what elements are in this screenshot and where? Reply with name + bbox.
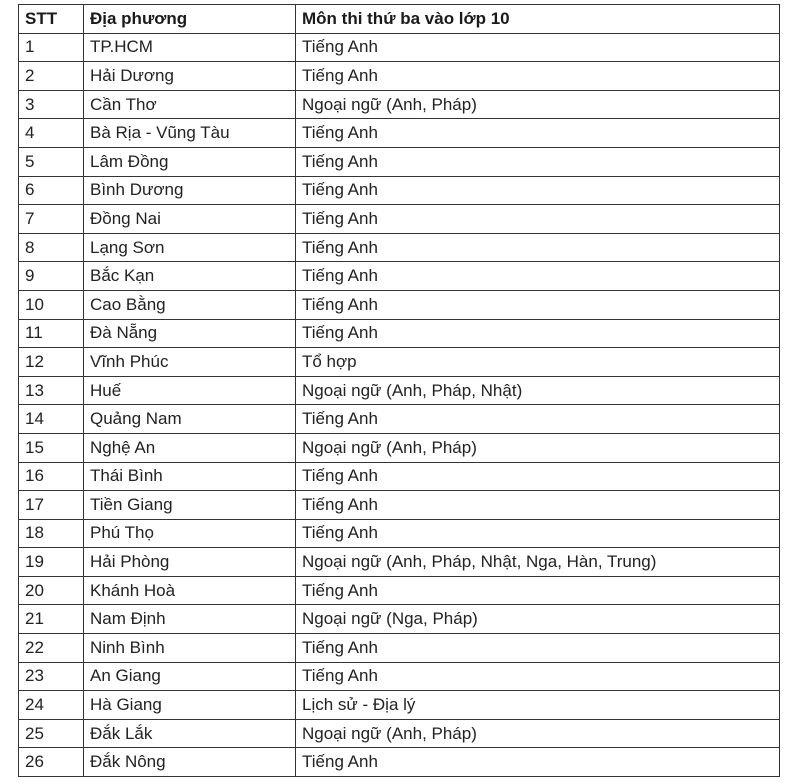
row-subject-cell: Tiếng Anh	[296, 748, 780, 777]
row-province-cell: Cần Thơ	[84, 90, 296, 119]
table-row	[19, 290, 780, 319]
row-subject-cell: Tiếng Anh	[296, 33, 780, 62]
table-row	[19, 548, 780, 577]
row-stt-cell: 24	[19, 691, 84, 720]
row-province-cell: Hải Dương	[84, 62, 296, 91]
row-stt-cell: 23	[19, 662, 84, 691]
row-stt-cell: 2	[19, 62, 84, 91]
row-subject-cell: Ngoại ngữ (Anh, Pháp)	[296, 90, 780, 119]
row-stt-cell: 5	[19, 147, 84, 176]
row-stt-cell: 4	[19, 119, 84, 148]
row-province-cell: Đắk Nông	[84, 748, 296, 777]
row-subject-cell: Tiếng Anh	[296, 233, 780, 262]
table-row	[19, 491, 780, 520]
row-province-cell: TP.HCM	[84, 33, 296, 62]
table-row	[19, 176, 780, 205]
row-province-cell: An Giang	[84, 662, 296, 691]
table-row	[19, 433, 780, 462]
row-subject-cell: Tiếng Anh	[296, 262, 780, 291]
row-province-cell: Huế	[84, 376, 296, 405]
row-province-cell: Cao Bằng	[84, 290, 296, 319]
table-row	[19, 719, 780, 748]
row-subject-cell: Tiếng Anh	[296, 319, 780, 348]
row-stt-cell: 10	[19, 290, 84, 319]
row-province-cell: Lạng Sơn	[84, 233, 296, 262]
row-stt-cell: 18	[19, 519, 84, 548]
table-row	[19, 205, 780, 234]
row-subject-cell: Tiếng Anh	[296, 634, 780, 663]
row-province-cell: Khánh Hoà	[84, 576, 296, 605]
row-subject-cell: Tiếng Anh	[296, 290, 780, 319]
row-stt-cell: 16	[19, 462, 84, 491]
row-subject-cell: Tiếng Anh	[296, 205, 780, 234]
row-subject-cell: Tiếng Anh	[296, 491, 780, 520]
row-stt-cell: 11	[19, 319, 84, 348]
exam-subjects-table-container	[18, 4, 780, 777]
table-row	[19, 748, 780, 777]
table-row	[19, 262, 780, 291]
row-province-cell: Hải Phòng	[84, 548, 296, 577]
row-subject-cell: Tiếng Anh	[296, 119, 780, 148]
header-province: Địa phương	[84, 5, 296, 34]
row-stt-cell: 8	[19, 233, 84, 262]
row-stt-cell: 20	[19, 576, 84, 605]
row-province-cell: Tiền Giang	[84, 491, 296, 520]
row-province-cell: Nam Định	[84, 605, 296, 634]
table-row	[19, 147, 780, 176]
row-stt-cell: 7	[19, 205, 84, 234]
table-row	[19, 33, 780, 62]
row-stt-cell: 22	[19, 634, 84, 663]
table-row	[19, 691, 780, 720]
row-province-cell: Phú Thọ	[84, 519, 296, 548]
exam-subjects-table	[18, 4, 780, 777]
row-province-cell: Thái Bình	[84, 462, 296, 491]
table-row	[19, 576, 780, 605]
header-subject: Môn thi thứ ba vào lớp 10	[296, 5, 780, 34]
row-stt-cell: 21	[19, 605, 84, 634]
row-subject-cell: Tiếng Anh	[296, 662, 780, 691]
row-subject-cell: Tiếng Anh	[296, 519, 780, 548]
table-row	[19, 348, 780, 377]
table-row	[19, 462, 780, 491]
row-stt-cell: 12	[19, 348, 84, 377]
row-subject-cell: Tiếng Anh	[296, 462, 780, 491]
row-subject-cell: Ngoại ngữ (Anh, Pháp, Nhật, Nga, Hàn, Trung)	[296, 548, 780, 577]
row-subject-cell: Ngoại ngữ (Anh, Pháp)	[296, 433, 780, 462]
row-province-cell: Hà Giang	[84, 691, 296, 720]
row-subject-cell: Tổ hợp	[296, 348, 780, 377]
table-header-row	[19, 5, 780, 34]
row-stt-cell: 6	[19, 176, 84, 205]
row-province-cell: Vĩnh Phúc	[84, 348, 296, 377]
row-stt-cell: 14	[19, 405, 84, 434]
table-row	[19, 405, 780, 434]
header-stt: STT	[19, 5, 84, 34]
row-stt-cell: 1	[19, 33, 84, 62]
row-province-cell: Đà Nẵng	[84, 319, 296, 348]
row-stt-cell: 26	[19, 748, 84, 777]
row-subject-cell: Ngoại ngữ (Nga, Pháp)	[296, 605, 780, 634]
row-province-cell: Bà Rịa - Vũng Tàu	[84, 119, 296, 148]
row-subject-cell: Tiếng Anh	[296, 576, 780, 605]
table-row	[19, 519, 780, 548]
row-province-cell: Quảng Nam	[84, 405, 296, 434]
row-province-cell: Ninh Bình	[84, 634, 296, 663]
row-province-cell: Nghệ An	[84, 433, 296, 462]
row-stt-cell: 15	[19, 433, 84, 462]
table-row	[19, 119, 780, 148]
row-stt-cell: 17	[19, 491, 84, 520]
table-body	[19, 33, 780, 776]
row-province-cell: Bắc Kạn	[84, 262, 296, 291]
row-subject-cell: Ngoại ngữ (Anh, Pháp)	[296, 719, 780, 748]
row-province-cell: Lâm Đồng	[84, 147, 296, 176]
table-row	[19, 62, 780, 91]
row-province-cell: Đắk Lắk	[84, 719, 296, 748]
row-stt-cell: 19	[19, 548, 84, 577]
row-subject-cell: Tiếng Anh	[296, 176, 780, 205]
row-province-cell: Bình Dương	[84, 176, 296, 205]
row-subject-cell: Tiếng Anh	[296, 62, 780, 91]
table-row	[19, 605, 780, 634]
table-row	[19, 319, 780, 348]
table-row	[19, 376, 780, 405]
row-stt-cell: 9	[19, 262, 84, 291]
row-province-cell: Đồng Nai	[84, 205, 296, 234]
row-subject-cell: Tiếng Anh	[296, 405, 780, 434]
row-stt-cell: 25	[19, 719, 84, 748]
row-stt-cell: 3	[19, 90, 84, 119]
row-stt-cell: 13	[19, 376, 84, 405]
row-subject-cell: Tiếng Anh	[296, 147, 780, 176]
table-row	[19, 90, 780, 119]
row-subject-cell: Lịch sử - Địa lý	[296, 691, 780, 720]
row-subject-cell: Ngoại ngữ (Anh, Pháp, Nhật)	[296, 376, 780, 405]
table-row	[19, 662, 780, 691]
table-row	[19, 634, 780, 663]
table-row	[19, 233, 780, 262]
